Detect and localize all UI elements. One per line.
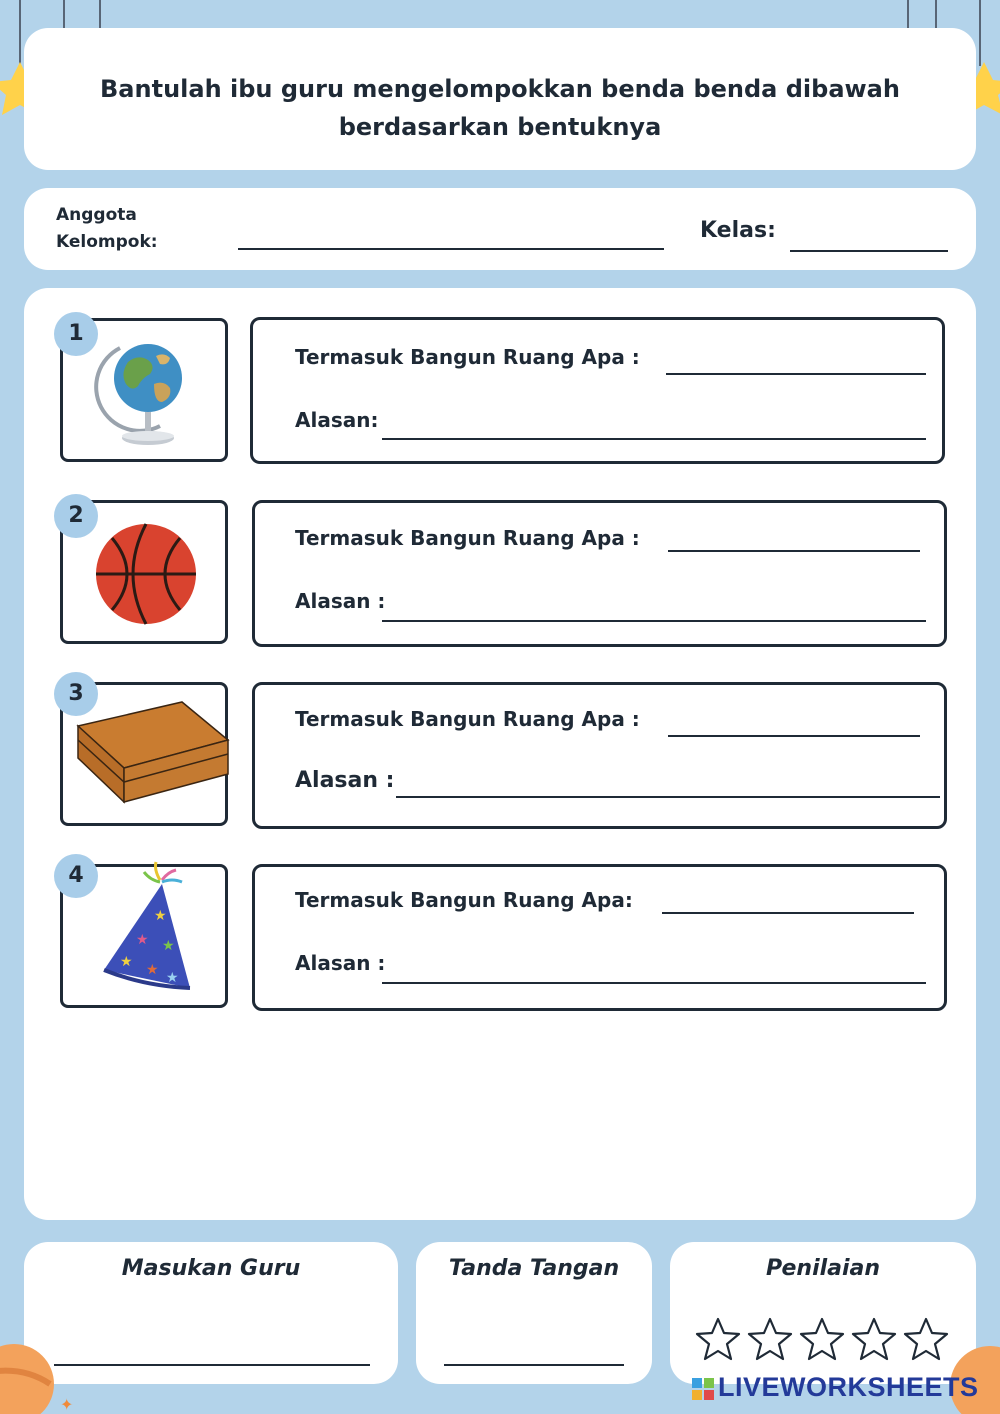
svg-text:✦: ✦ [60, 1395, 74, 1414]
basketball-icon [94, 522, 198, 626]
question-3-reason-answer-line[interactable] [396, 796, 940, 798]
teacher-note-title: Masukan Guru [121, 1256, 301, 1281]
liveworksheets-logo-text: LIVEWORKSHEETS [718, 1372, 979, 1402]
question-4-answer-box [252, 864, 947, 1011]
teacher-note-card [24, 1242, 398, 1384]
signature-title: Tanda Tangan [448, 1256, 620, 1281]
rating-star-1-icon[interactable] [694, 1316, 742, 1362]
svg-text:★: ★ [136, 932, 149, 948]
question-4-reason-label: Alasan : [295, 951, 386, 975]
title-card [24, 28, 976, 170]
rating-card [670, 1242, 976, 1384]
question-4-shape-answer-line[interactable] [662, 912, 914, 914]
svg-text:★: ★ [154, 908, 167, 924]
question-2-number: 2 [54, 494, 98, 538]
svg-text:★: ★ [146, 962, 159, 978]
rating-star-2-icon[interactable] [746, 1316, 794, 1362]
question-1-reason-answer-line[interactable] [382, 438, 926, 440]
question-4-number: 4 [54, 854, 98, 898]
rating-star-4-icon[interactable] [850, 1316, 898, 1362]
question-1-shape-label: Termasuk Bangun Ruang Apa : [295, 345, 640, 369]
question-3-number: 3 [54, 672, 98, 716]
members-input-line[interactable] [238, 248, 664, 250]
question-2-shape-answer-line[interactable] [668, 550, 920, 552]
group-info-card [24, 188, 976, 270]
liveworksheets-logo-icon [692, 1378, 714, 1402]
question-4-reason-answer-line[interactable] [382, 982, 926, 984]
members-label: Anggota Kelompok: [56, 205, 158, 252]
question-4-shape-label: Termasuk Bangun Ruang Apa: [295, 888, 633, 912]
class-input-line[interactable] [790, 250, 948, 252]
question-3-reason-label: Alasan : [295, 768, 395, 793]
svg-text:★: ★ [166, 970, 179, 986]
signature-card [416, 1242, 652, 1384]
question-2-shape-label: Termasuk Bangun Ruang Apa : [295, 526, 640, 550]
rating-title: Penilaian [765, 1256, 881, 1281]
question-3-answer-box [252, 682, 947, 829]
question-3-shape-label: Termasuk Bangun Ruang Apa : [295, 707, 640, 731]
class-label: Kelas: [700, 218, 776, 243]
party-hat-icon [100, 870, 200, 1004]
question-2-reason-label: Alasan : [295, 589, 386, 613]
question-1-answer-box [250, 317, 945, 464]
question-1-shape-answer-line[interactable] [666, 373, 926, 375]
page-title: Bantulah ibu guru mengelompokkan benda benda dibawah berdasarkan bentuknya [100, 75, 900, 141]
question-3-shape-answer-line[interactable] [668, 735, 920, 737]
signature-line[interactable] [444, 1364, 624, 1366]
rating-star-3-icon[interactable] [798, 1316, 846, 1362]
box-icon [74, 700, 230, 804]
svg-text:★: ★ [162, 938, 175, 954]
planet-left-icon [0, 1334, 74, 1414]
teacher-note-line[interactable] [54, 1364, 370, 1366]
question-2-answer-box [252, 500, 947, 647]
question-1-number: 1 [54, 312, 98, 356]
globe-icon [98, 326, 198, 454]
question-1-reason-label: Alasan: [295, 408, 379, 432]
svg-text:★: ★ [120, 954, 133, 970]
question-2-reason-answer-line[interactable] [382, 620, 926, 622]
